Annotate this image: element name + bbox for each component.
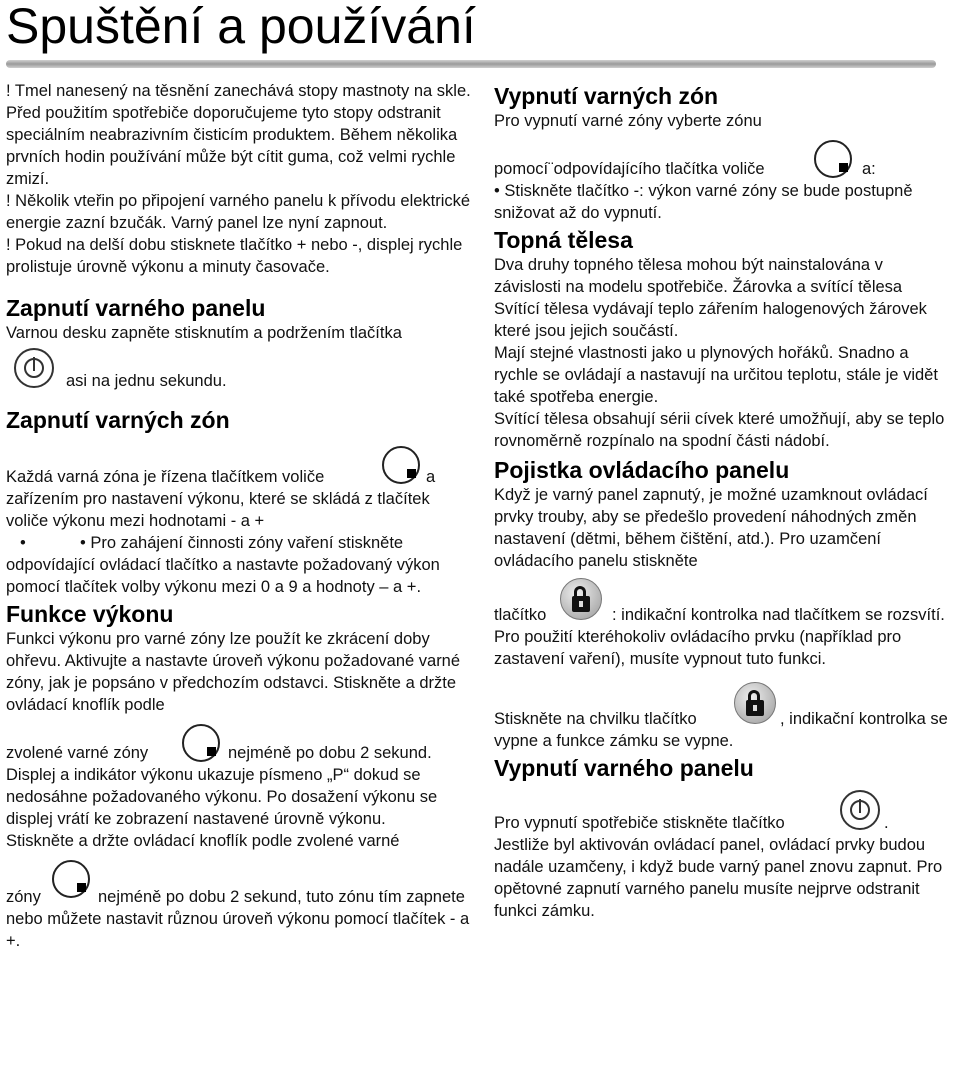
lock-text-4a: Stiskněte na chvilku tlačítko bbox=[494, 710, 697, 728]
lock-icon bbox=[734, 682, 776, 724]
lock-text-2b: : indikační kontrolka nad tlačítkem se rozsvítí. bbox=[612, 606, 945, 624]
panel-off-text-1b: . bbox=[884, 814, 889, 832]
power-text-1: Funkci výkonu pro varné zóny lze použít ke zkrácení doby ohřevu. Aktivujte a nastavte úroveň výkonu požadované varné zóny, jak je popsáno v předchozím odstavci. Stiskněte a držte ovládací knoflík podle bbox=[6, 630, 461, 714]
selector-knob-icon bbox=[382, 446, 420, 484]
page-title: Spuštění a používání bbox=[6, 0, 476, 54]
zones-off-text-2a: pomocí¨odpovídajícího tlačítka voliče bbox=[494, 160, 765, 178]
power-text-2b: nejméně po dobu 2 sekund. bbox=[228, 744, 432, 762]
heading-control-lock: Pojistka ovládacího panelu bbox=[494, 457, 790, 483]
lock-text-3: Pro použití kteréhokoliv ovládacího prvku (například pro zastavení vaření), musíte vypnout tuto funkci. bbox=[494, 628, 902, 668]
selector-knob-icon bbox=[814, 140, 852, 178]
power-text-2a: zvolené varné zóny bbox=[6, 744, 149, 762]
zones-off-text-1: Pro vypnutí varné zóny vyberte zónu bbox=[494, 112, 762, 130]
power-text-5b: nejméně po dobu 2 sekund, tuto zónu tím zapnete nebo můžete nastavit různou úroveň výkonu pomocí tlačítek - a +. bbox=[6, 888, 470, 950]
panel-on-text-2: asi na jednu sekundu. bbox=[66, 372, 227, 390]
panel-on-line-2 bbox=[6, 348, 472, 394]
panel-off-text-2: Jestliže byl aktivován ovládací panel, ovládací prvky budou nadále uzamčeny, i když bude varný panel znovu zapnut. Pro opětovné zapnutí varného panelu musíte nejprve odstranit funkci zámku. bbox=[494, 836, 943, 920]
panel-off-text-1a: Pro vypnutí spotřebiče stiskněte tlačítko bbox=[494, 814, 785, 832]
power-icon bbox=[14, 348, 54, 388]
heading-panel-off: Vypnutí varného panelu bbox=[494, 755, 754, 781]
heading-heaters: Topná tělesa bbox=[494, 227, 633, 253]
power-line-5 bbox=[6, 860, 472, 952]
panel-on-text-1: Varnou desku zapněte stisknutím a podržením tlačítka bbox=[6, 324, 402, 342]
heaters-text-1: Dva druhy topného tělesa mohou být nainstalována v závislosti na modelu spotřebiče. Žárovka a svítící tělesa bbox=[494, 256, 903, 296]
lock-text-1: Když je varný panel zapnutý, je možné uzamknout ovládací prvky trouby, aby se předešlo provedení náhodných změn nastavení (dětmi, během čištění, atd.). Pro uzamčení ovládacího panelu stiskněte bbox=[494, 486, 928, 570]
power-icon bbox=[840, 790, 880, 830]
title-divider bbox=[6, 60, 936, 68]
heading-power-function: Funkce výkonu bbox=[6, 601, 174, 627]
zones-on-text-2: zařízením pro nastavení výkonu, které se skládá z tlačítek voliče výkonu mezi hodnotami - a + bbox=[6, 490, 430, 530]
intro-paragraph-1: ! Tmel nanesený na těsnění zanechává stopy mastnoty na skle. Před použitím spotřebiče doporučujeme tyto stopy odstranit speciálním neabrazivním čisticím produktem. Během několika prvních hodin používání může být cítit guma, což velmi rychle zmizí. bbox=[6, 82, 471, 188]
power-text-3: Displej a indikátor výkonu ukazuje písmeno „P“ dokud se nedosáhne požadovaného výkonu. Po dosažení výkonu se displej vrátí ke zobrazení nastavené úrovně výkonu. bbox=[6, 766, 438, 828]
heading-zones-off: Vypnutí varných zón bbox=[494, 83, 719, 109]
lock-line-2 bbox=[494, 578, 954, 626]
zones-off-text-3: • Stiskněte tlačítko -: výkon varné zóny se bude postupně snižovat až do vypnutí. bbox=[494, 182, 913, 222]
heading-panel-on: Zapnutí varného panelu bbox=[6, 295, 266, 321]
heaters-text-4: Svítící tělesa obsahují sérii cívek které umožňují, aby se teplo rovnoměrně rozpínalo na spodní části nádobí. bbox=[494, 410, 945, 450]
power-text-5a: zóny bbox=[6, 888, 41, 906]
selector-knob-icon bbox=[52, 860, 90, 898]
zones-on-bullet-b: • Pro zahájení činnosti zóny vaření stiskněte odpovídající ovládací tlačítko a nastavte požadovaný výkon pomocí tlačítek volby výkonu mezi 0 a 9 a hodnoty – a +. bbox=[6, 534, 440, 596]
heaters-text-3: Mají stejné vlastnosti jako u plynových hořáků. Snadno a rychle se ovládají a nastavují na určitou teplotu, stále je vidět také spotřeba energie. bbox=[494, 344, 938, 406]
zones-on-text-1a: Každá varná zóna je řízena tlačítkem voliče bbox=[6, 468, 325, 486]
selector-knob-icon bbox=[182, 724, 220, 762]
intro-paragraph-2: ! Několik vteřin po připojení varného panelu k přívodu elektrické energie zazní bzučák. Varný panel lze nyní zapnout. bbox=[6, 192, 471, 232]
panel-off-line-1 bbox=[494, 782, 954, 834]
intro-paragraph-3: ! Pokud na delší dobu stisknete tlačítko + nebo -, displej rychle prolistuje úrovně výkonu a minuty časovače. bbox=[6, 236, 463, 276]
power-text-4: Stiskněte a držte ovládací knoflík podle zvolené varné bbox=[6, 832, 400, 850]
zones-off-line-2 bbox=[494, 132, 954, 180]
right-column bbox=[494, 82, 954, 922]
heading-zones-on: Zapnutí varných zón bbox=[6, 407, 230, 433]
lock-line-4 bbox=[494, 682, 954, 752]
lock-text-2a: tlačítko bbox=[494, 606, 547, 624]
zones-off-text-2b: a: bbox=[862, 160, 876, 178]
zones-on-bullet-a: • bbox=[20, 534, 26, 552]
lock-text-4b: , indikační kontrolka se vypne a funkce zámku se vypne. bbox=[494, 710, 948, 750]
lock-icon bbox=[560, 578, 602, 620]
zones-on-bullet bbox=[6, 532, 472, 598]
heaters-text-2: Svítící tělesa vydávají teplo zářením halogenových žárovek které jsou jejich součástí. bbox=[494, 300, 927, 340]
power-line-2 bbox=[6, 716, 472, 764]
zones-on-line-1 bbox=[6, 440, 472, 488]
left-column bbox=[6, 80, 472, 952]
zones-on-text-1b: a bbox=[426, 468, 436, 486]
